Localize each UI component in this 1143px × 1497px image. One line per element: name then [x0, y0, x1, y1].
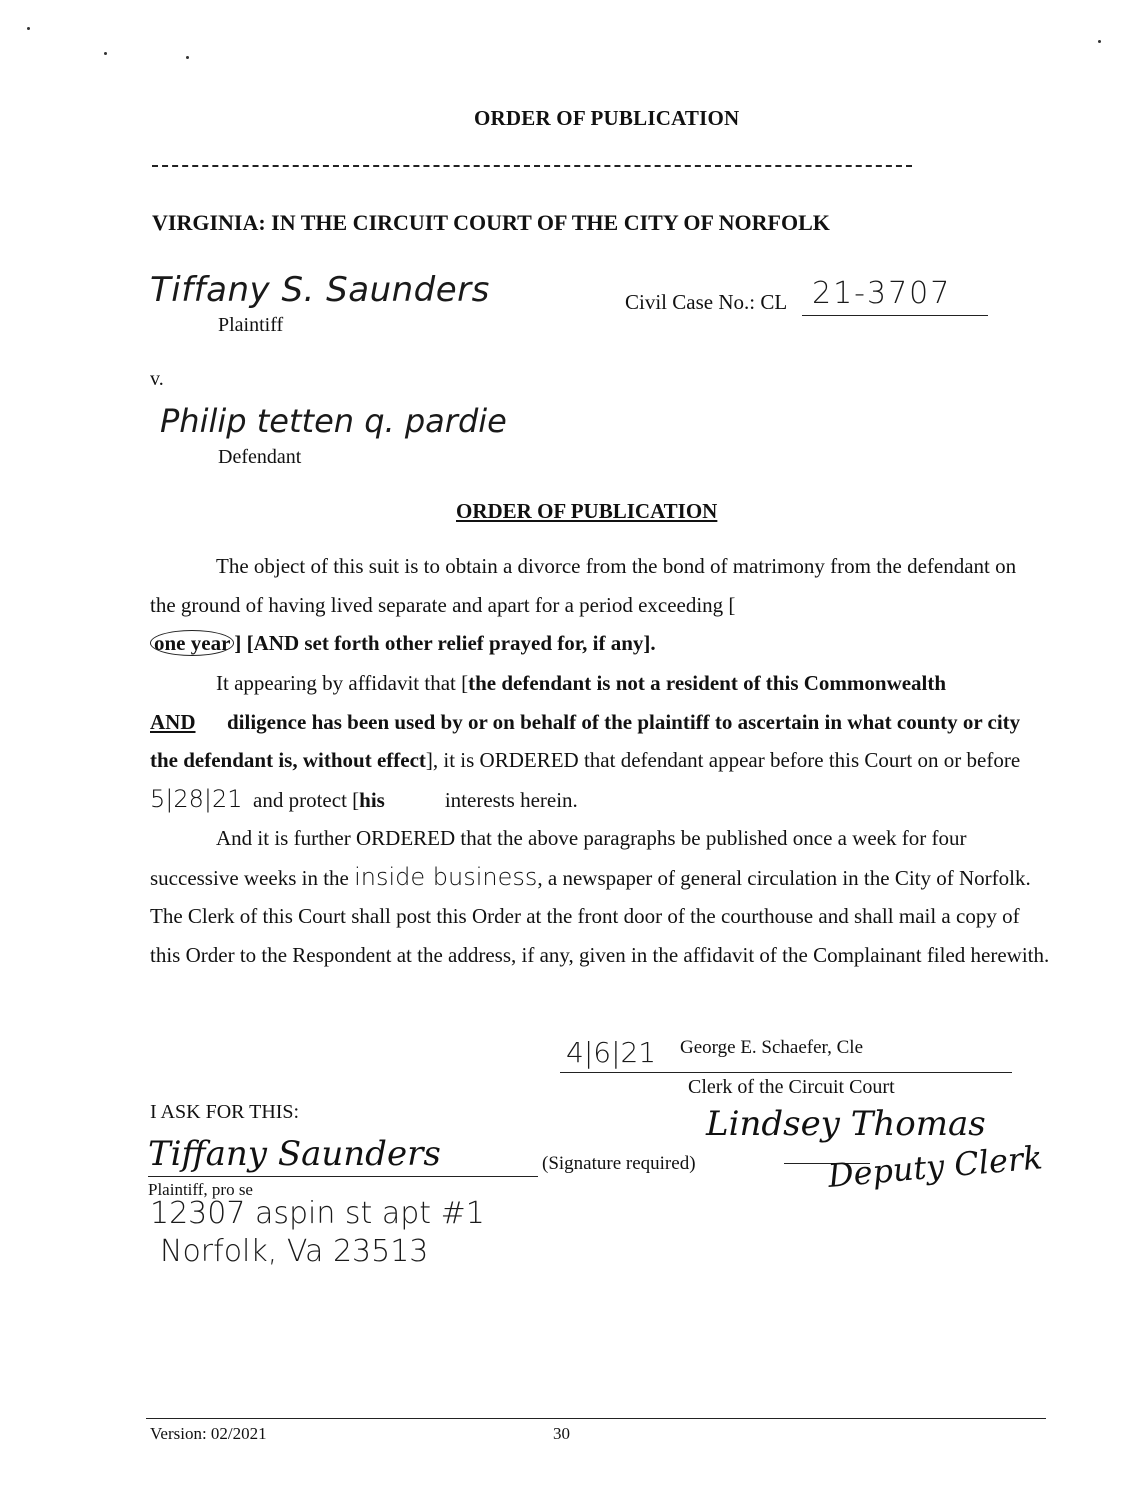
paragraph2-his: his — [359, 787, 385, 812]
paragraph2-nonresident: the defendant is not a resident of this Commonwealth — [468, 671, 947, 695]
court-heading: VIRGINIA: IN THE CIRCUIT COURT OF THE CITY OF NORFOLK — [152, 210, 830, 235]
deputy-title-handwritten: Deputy Clerk — [826, 1138, 1044, 1195]
plaintiff-signature-line — [148, 1176, 538, 1177]
civil-case-label: Civil Case No.: CL — [625, 290, 788, 314]
case-number-handwritten: 21-3707 — [812, 276, 952, 311]
paragraph3-rest: , a newspaper of general circulation in the City of Norfolk. The Clerk of this Court shall post this Order at the front door of the courthouse and shall mail a copy of this Order to the Respondent at the address, if any, given in the affidavit of the Complainant filed herewith. — [150, 865, 1050, 967]
address-line-2: Norfolk, Va 23513 — [160, 1234, 429, 1269]
versus-label: v. — [150, 368, 164, 390]
scan-speck — [1098, 40, 1101, 43]
page-title: ORDER OF PUBLICATION — [474, 106, 740, 130]
paragraph1-text: The object of this suit is to obtain a divorce from the bond of matrimony from the defendant on the ground of having lived separate and apart for a period exceeding [ — [150, 554, 1017, 617]
deputy-signature: Lindsey Thomas — [706, 1104, 986, 1144]
clerk-signature-line — [560, 1072, 1012, 1073]
paragraph3-text: And it is further ORDERED that the above paragraphs be published once a week for four successive weeks in the — [150, 826, 967, 890]
scan-speck — [27, 27, 30, 30]
dashed-divider — [152, 165, 912, 167]
ask-label: I ASK FOR THIS: — [150, 1101, 300, 1123]
page-number: 30 — [553, 1424, 570, 1443]
plaintiff-label: Plaintiff — [218, 314, 284, 336]
paragraph-object — [150, 547, 1040, 663]
order-date-handwritten: 4|6|21 — [566, 1036, 657, 1069]
scan-speck — [104, 52, 107, 55]
case-number-line — [802, 315, 988, 316]
plaintiff-signature: Tiffany Saunders — [148, 1134, 441, 1174]
paragraph2-text: It appearing by affidavit that [ — [216, 671, 469, 695]
paragraph2-protect: and protect [ — [253, 787, 360, 812]
clerk-name: George E. Schaefer, Cle — [680, 1037, 864, 1058]
appearance-date-handwritten: 5|28|21 — [150, 784, 243, 813]
paragraph2-diligence: diligence has been used by or on behalf of the plaintiff to ascertain in what county or city the defendant is, without effect — [150, 709, 1021, 772]
clerk-title: Clerk of the Circuit Court — [688, 1076, 895, 1098]
circled-duration: one year — [150, 630, 234, 656]
paragraph-publication — [150, 819, 1050, 974]
defendant-label: Defendant — [218, 446, 302, 468]
defendant-name-handwritten: Philip tetten q. pardie — [160, 402, 507, 440]
paragraph2-interests: interests herein. — [444, 787, 578, 812]
footer-rule — [146, 1418, 1046, 1419]
scan-speck — [186, 56, 189, 59]
paragraph2-and: AND — [150, 709, 196, 734]
paragraph2-ordered: ], it is ORDERED that defendant appear before this Court on or before — [425, 748, 1021, 772]
paragraph1-relief: ] [AND set forth other relief prayed for, if any]. — [234, 631, 656, 655]
plaintiff-name-handwritten: Tiffany S. Saunders — [150, 270, 490, 310]
address-line-1: 12307 aspin st apt #1 — [150, 1196, 485, 1231]
paragraph-affidavit — [150, 664, 1050, 819]
section-title: ORDER OF PUBLICATION — [456, 499, 718, 523]
signature-required-label: (Signature required) — [542, 1153, 696, 1174]
plaintiff-pro-se-label: Plaintiff, pro se — [148, 1180, 253, 1199]
newspaper-handwritten: inside business — [354, 862, 538, 891]
version-label: Version: 02/2021 — [150, 1424, 267, 1443]
